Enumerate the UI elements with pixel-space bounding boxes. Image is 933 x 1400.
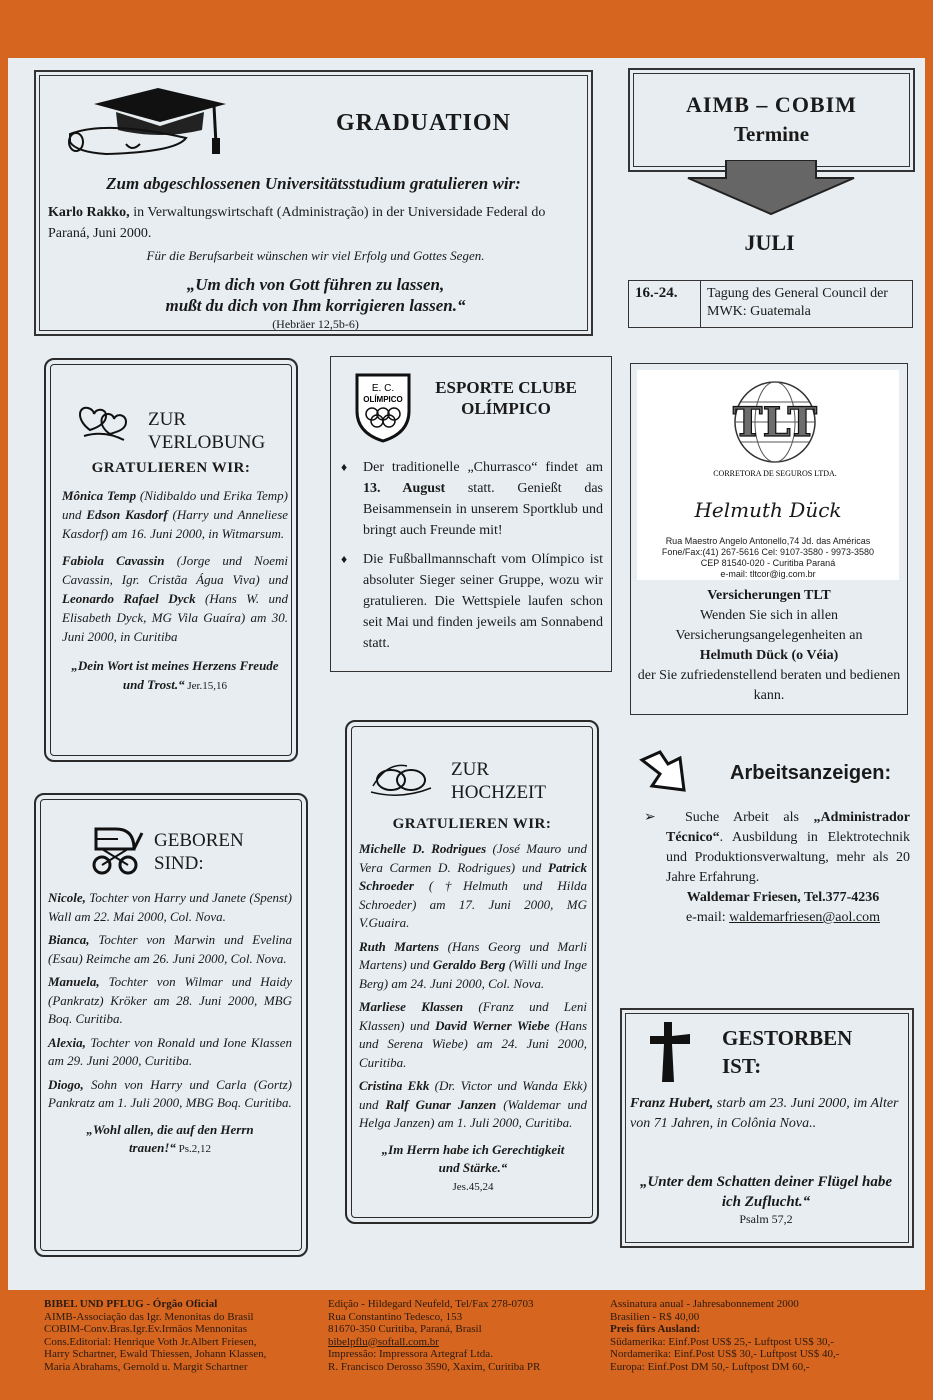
job-ads-title: Arbeitsanzeigen: xyxy=(730,762,892,784)
title-line: IST: xyxy=(722,1054,762,1078)
quote: „Im Herrn habe ich Gerechtigkeit und Stärke.“ xyxy=(381,1141,565,1175)
text: (Dr. Victor und Wanda Ekk) und xyxy=(359,1078,587,1112)
name: Alexia, xyxy=(48,1034,86,1050)
birth-entry xyxy=(48,1076,292,1113)
reference: Ps.2,12 xyxy=(175,1143,212,1155)
logo-line2: OLÍMPICO xyxy=(363,395,403,404)
wedding-reference: Jes.45,24 xyxy=(452,1180,494,1193)
month-label: JULI xyxy=(744,230,795,255)
wedding-entry xyxy=(359,998,587,1072)
wedding-entry xyxy=(359,938,587,994)
date: 13. August xyxy=(363,481,446,496)
text: starb am 23. Juni 2000, im Alter von 71 Jahren, in Colônia Nova.. xyxy=(630,1096,899,1131)
footer-line: Maria Abrahams, Gernold u. Margit Schartner xyxy=(44,1360,248,1373)
signature: Helmuth Dück xyxy=(694,498,842,522)
name: Bianca, xyxy=(48,932,90,947)
title-line: ZUR xyxy=(451,759,489,780)
graduation-title: GRADUATION xyxy=(336,110,511,136)
insurance-ad xyxy=(630,363,908,715)
text: (José Mauro und Vera Carmen D. Rodrigues) und xyxy=(359,841,587,875)
obituary-quote: „Unter dem Schatten deiner Flügel habe ich Zuflucht.“ xyxy=(639,1174,893,1210)
text: (Jorge und Noemi Cavassin, Igr. Cristãa Água Viva) und xyxy=(62,553,288,587)
title-line: VERLOBUNG xyxy=(148,432,266,453)
engagement-title xyxy=(148,408,265,454)
text: (Nidibaldo und Erika Temp) und xyxy=(62,488,288,522)
masthead-footer xyxy=(30,1298,920,1398)
job-email-row xyxy=(636,908,910,928)
name: Cristina Ekk xyxy=(359,1078,430,1093)
engagement-quote xyxy=(62,656,288,696)
title-line: GESTORBEN xyxy=(722,1026,853,1050)
list-item xyxy=(341,457,603,541)
footer-line: Preis fürs Ausland: xyxy=(610,1323,701,1335)
name: Franz Hubert, xyxy=(630,1096,714,1111)
footer-line: R. Francisco Derosso 3590, Xaxim, Curitiba PR xyxy=(328,1360,541,1373)
termine-box xyxy=(628,68,915,172)
footer-line: 81670-350 Curitiba, Paraná, Brasil xyxy=(328,1323,482,1335)
contact-name: Helmuth Dück (o Véia) xyxy=(699,648,839,663)
graduation-cap-icon xyxy=(66,82,256,162)
wedding-quote xyxy=(359,1141,587,1178)
name: Mônica Temp xyxy=(62,488,137,503)
text: Wenden Sie sich in allen Versicherungsangelegenheiten an xyxy=(675,608,863,643)
footer-line: Nordamerika: Einf.Post US$ 30,- Luftpost US$ 40,- xyxy=(610,1348,840,1360)
text: (Hans W. und Elisabeth Dyck, MG Vila Guaíra) am 30. Juni 2000, in Curitiba xyxy=(62,591,288,644)
obituary-section xyxy=(620,1008,914,1248)
name: Leonardo Rafael Dyck xyxy=(62,591,196,606)
text: statt. Genießt das Beisammensein in unserem Sportklub und bringt auch Freunde mit! xyxy=(363,481,603,538)
footer-line: Impressão: Impressora Artegraf Ltda. xyxy=(328,1348,493,1360)
termine-subtitle: Termine xyxy=(733,122,810,146)
logo-letters: TLT xyxy=(732,399,818,446)
name: Marliese Klassen xyxy=(359,999,464,1014)
text: Tochter von Harry und Janete (Spenst) Wall am 22. Mai 2000, Col. Nova. xyxy=(48,890,292,924)
name: Edson Kasdorf xyxy=(86,507,168,522)
footer-line: Südamerika: Einf.Post US$ 25,- Luftpost US$ 30,- xyxy=(610,1335,834,1348)
email-link[interactable]: waldemarfriesen@aol.com xyxy=(729,910,881,925)
termine-title: AIMB – COBIM xyxy=(686,92,857,117)
graduation-headline: Zum abgeschlossenen Universitätsstudium gratulieren wir: xyxy=(106,174,521,193)
engagement-entries xyxy=(62,486,288,696)
logo-ring-text: CORRETORA DE SEGUROS LTDA. xyxy=(713,469,837,478)
job-ad-text: ➢ Suche Arbeit als „Administrador Técnico“. Ausbildung in Elektrotechnik und Produktionsverwaltung, mehr als 20 Jahre Erfahrung. xyxy=(644,810,910,885)
graduation-detail: in Verwaltungswirtschaft (Administração) in der Universidade Federal do Paraná, Juni 2000. xyxy=(48,205,546,241)
text: (Hans Georg und Marli Martens) und xyxy=(359,938,587,972)
footer-subscription xyxy=(610,1298,900,1373)
wedding-title xyxy=(451,758,546,804)
insurance-text xyxy=(631,586,907,706)
engagement-entry xyxy=(62,551,288,646)
text: (Franz und Leni Klassen) und xyxy=(359,999,588,1033)
name: Ruth Martens xyxy=(359,938,440,954)
name: Nicole, xyxy=(48,890,86,905)
text: . Ausbildung in Elektrotechnik und Produktionsverwaltung, mehr als 20 Jahre Erfahrung. xyxy=(666,830,910,885)
job-ads-section xyxy=(628,746,918,952)
sports-club-section xyxy=(330,356,612,672)
graduation-wish: Für die Berufsarbeit wünschen wir viel Erfolg und Gottes Segen. xyxy=(146,248,485,263)
footer-line: Harry Schartner, Ewald Thiessen, Johann Klassen, xyxy=(44,1348,267,1360)
footer-line: COBIM-Conv.Bras.Igr.Ev.Irmãos Mennonitas xyxy=(44,1323,247,1335)
postal-line: CEP 81540-020 - Curitiba Paraná xyxy=(700,558,836,568)
obituary-reference: Psalm 57,2 xyxy=(739,1212,793,1226)
birth-entry xyxy=(48,931,292,968)
list-item: ♦ Die Fußballmannschaft vom Olímpico ist absoluter Sieger seiner Gruppe, wozu wir gratulieren. Die Wettspiele laufen schon seit Mai und finden jeweils am Sonnabend statt. xyxy=(341,549,603,654)
graduation-text xyxy=(48,202,583,244)
engagement-section xyxy=(44,358,298,762)
wedding-entry xyxy=(359,1077,587,1133)
title-line: HOCHZEIT xyxy=(451,782,546,803)
wedding-entry xyxy=(359,840,587,933)
text: Tochter von Marwin und Evelina (Esau) Reimche am 26. Juni 2000, Col. Nova. xyxy=(48,932,292,966)
graduation-reference: (Hebräer 12,5b-6) xyxy=(272,317,359,331)
text: Suche Arbeit als xyxy=(684,810,814,825)
sports-club-list xyxy=(341,457,603,662)
wedding-entries xyxy=(359,840,587,1196)
wedding-rings-icon xyxy=(367,752,437,802)
text: (Waldemar und Helga Janzen) am 1. Juli 2000, Curitiba. xyxy=(359,1096,588,1130)
name: Manuela, xyxy=(48,974,100,989)
address-line: Rua Maestro Angelo Antonello,74 Jd. das Américas xyxy=(665,536,871,546)
footer-edition xyxy=(328,1298,598,1373)
club-shield-icon xyxy=(353,371,413,443)
arrow-icon xyxy=(638,750,690,796)
text: (Hans und Serena Wiebe) am 24. Juni 2000, Curitiba. xyxy=(359,1017,588,1070)
text: Tochter von Wilmar und Haidy (Pankratz) Kröker am 28. Juni 2000, MBG Boq. Curitiba. xyxy=(48,974,292,1026)
name: Diogo, xyxy=(48,1076,84,1092)
name: Geraldo Berg xyxy=(432,957,506,972)
graduate-name: Karlo Rakko, xyxy=(48,205,130,220)
cross-icon xyxy=(646,1020,694,1084)
newsletter-page xyxy=(8,58,925,1290)
globe-logo-icon xyxy=(713,374,837,482)
footer-email-link[interactable]: bibelpflu@softall.com.br xyxy=(328,1335,439,1348)
births-section xyxy=(34,793,308,1257)
text: (Willi und Inge Berg) am 24. Juni 2000, Col. Nova. xyxy=(359,957,587,991)
quote: „Dein Wort ist meines Herzens Freude und Trost.“ xyxy=(71,658,279,692)
footer-line: Brasilien - R$ 40,00 xyxy=(610,1310,700,1323)
quote-line: „Um dich von Gott führen zu lassen, xyxy=(186,275,445,294)
text: (Harry und Anneliese Kasdorf) am 16. Juni 2000, in Witmarsum. xyxy=(62,507,289,541)
footer-line: AIMB-Associação das Igr. Menonitas do Brasil xyxy=(44,1310,254,1323)
text: der Sie zufriedenstellend beraten und bedienen kann. xyxy=(637,668,901,703)
footer-line: BIBEL UND PFLUG - Órgão Oficial xyxy=(44,1298,218,1310)
name: Patrick Schroeder xyxy=(359,859,587,893)
event-row xyxy=(628,280,913,328)
job-ad xyxy=(636,808,910,928)
event-date: 16.-24. xyxy=(629,281,701,327)
job-contact: Waldemar Friesen, Tel.377-4236 xyxy=(686,890,880,905)
births-quote xyxy=(48,1121,292,1159)
text: (†Helmuth und Hilda Schroeder) am 17. Juni 2000, MG V.Guaira. xyxy=(359,878,587,930)
logo-line1: E. C. xyxy=(371,383,395,394)
graduation-quote xyxy=(48,274,583,316)
quote: „Wohl allen, die auf den Herrn trauen!“ xyxy=(86,1121,254,1155)
birth-entry xyxy=(48,973,292,1029)
births-entries xyxy=(48,889,292,1159)
text: Der traditionelle „Churrasco“ findet am xyxy=(363,460,603,475)
footer-line: Rua Constantino Tedesco, 153 xyxy=(328,1310,463,1323)
hearts-icon xyxy=(74,400,136,444)
engagement-entry xyxy=(62,486,288,543)
footer-line: Europa: Einf.Post DM 50,- Luftpost DM 60,- xyxy=(610,1360,810,1373)
event-description: Tagung des General Council der MWK: Guatemala xyxy=(707,286,888,319)
name: David Werner Wiebe xyxy=(435,1017,550,1033)
title-line: ESPORTE CLUBE xyxy=(435,378,577,397)
births-title xyxy=(154,829,244,875)
email-label: e-mail: xyxy=(685,910,730,925)
baby-carriage-icon xyxy=(88,819,146,881)
text: Tochter von Ronald und Ione Klassen am 29. Juni 2000, Curitiba. xyxy=(48,1034,292,1068)
obituary-title xyxy=(722,1024,852,1080)
business-card xyxy=(637,370,899,580)
job-title: „Administrador Técnico“ xyxy=(666,810,910,845)
phone-line: Fone/Fax:(41) 267-5616 Cel: 9107-3580 - 9973-3580 xyxy=(661,547,875,557)
graduation-section xyxy=(34,70,593,336)
footer-line: Assinatura anual - Jahresabonnement 2000 xyxy=(610,1298,799,1310)
title-line: SIND: xyxy=(154,853,204,874)
wedding-section xyxy=(345,720,599,1224)
reference: Jer.15,16 xyxy=(184,680,228,692)
obituary-text xyxy=(630,1094,902,1134)
title-line: OLÍMPICO xyxy=(461,399,551,418)
birth-entry xyxy=(48,1034,292,1071)
footer-line: Cons.Editorial: Henrique Voth Jr.Albert Friesen, xyxy=(44,1335,257,1348)
sports-club-title xyxy=(421,377,591,419)
email-line: e-mail: tltcor@ig.com.br xyxy=(720,569,816,579)
name: Fabiola Cavassin xyxy=(62,553,165,568)
engagement-subtitle: GRATULIEREN WIR: xyxy=(91,460,251,476)
title-line: GEBOREN xyxy=(154,830,244,851)
birth-entry xyxy=(48,889,292,926)
insurance-heading: Versicherungen TLT xyxy=(707,588,831,603)
name: Ralf Gunar Janzen xyxy=(385,1096,497,1112)
arrow-down-icon xyxy=(686,160,856,216)
wedding-subtitle: GRATULIEREN WIR: xyxy=(392,816,552,832)
quote-line: mußt du dich von Ihm korrigieren lassen.“ xyxy=(165,296,466,315)
card-address xyxy=(637,536,899,580)
title-line: ZUR xyxy=(148,409,186,430)
footer-line: Edição - Hildegard Neufeld, Tel/Fax 278-0703 xyxy=(328,1298,534,1310)
footer-publisher xyxy=(44,1298,324,1373)
text: Sohn von Harry und Carla (Gortz) Pankratz am 1. Juli 2000, MBG Boq. Curitiba. xyxy=(48,1076,292,1110)
name: Michelle D. Rodrigues xyxy=(359,841,487,856)
